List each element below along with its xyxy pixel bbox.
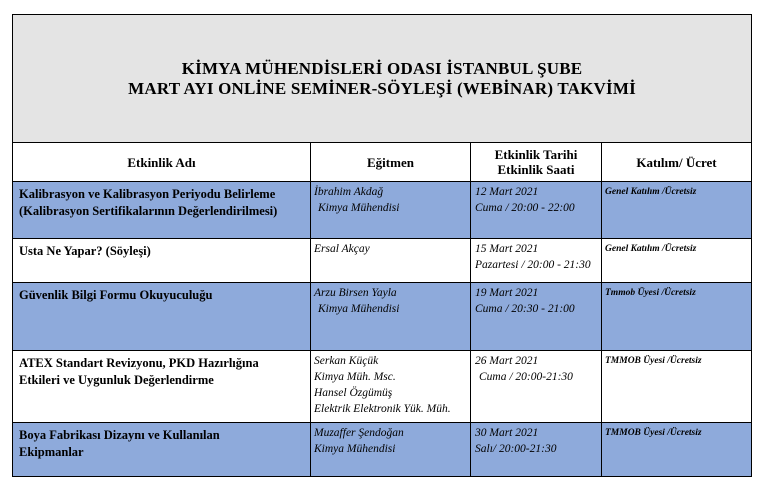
trainer-line: Muzaffer Şendoğan: [314, 427, 404, 439]
date-cell: [471, 239, 602, 283]
table-row: [13, 423, 752, 477]
event-name-line: Boya Fabrikası Dizaynı ve Kullanılan: [19, 428, 220, 442]
table-row: [13, 182, 752, 239]
header-fee: Katılım/ Ücret: [602, 143, 752, 182]
webinar-schedule-document: [12, 14, 751, 477]
header-trainer: Eğitmen: [311, 143, 471, 182]
trainer-line: Kimya Müh. Msc.: [314, 371, 396, 383]
date-cell: [471, 182, 602, 239]
event-name-line: ATEX Standart Revizyonu, PKD Hazırlığına: [19, 356, 259, 370]
date-line: 19 Mart 2021: [475, 287, 539, 299]
event-cell: [13, 423, 311, 477]
date-line: 26 Mart 2021: [475, 355, 539, 367]
trainer-line: Kimya Mühendisi: [318, 303, 400, 315]
event-name-line: Kalibrasyon ve Kalibrasyon Periyodu Belirleme: [19, 187, 276, 201]
event-name-line: Güvenlik Bilgi Formu Okuyuculuğu: [19, 288, 213, 302]
fee-cell: TMMOB Üyesi /Ücretsiz: [602, 351, 752, 423]
trainer-line: Serkan Küçük: [314, 355, 379, 367]
header-date: [471, 143, 602, 182]
fee-cell: Genel Katılım /Ücretsiz: [602, 239, 752, 283]
trainer-line: Elektrik Elektronik Yük. Müh.: [314, 403, 451, 415]
date-line: 12 Mart 2021: [475, 186, 539, 198]
table-row: [13, 239, 752, 283]
trainer-line: İbrahim Akdağ: [314, 186, 384, 198]
time-line: Cuma / 20:00 - 22:00: [475, 202, 575, 214]
header-date-line-1: Etkinlik Tarihi: [494, 147, 578, 162]
title-line-2: MART AYI ONLİNE SEMİNER-SÖYLEŞİ (WEBİNAR) TAKVİMİ: [128, 78, 636, 98]
event-cell: [13, 239, 311, 283]
trainer-cell: [311, 423, 471, 477]
trainer-cell: [311, 182, 471, 239]
event-cell: [13, 182, 311, 239]
trainer-line: Hansel Özgümüş: [314, 387, 393, 399]
trainer-line: Kimya Mühendisi: [318, 202, 400, 214]
fee-cell: TMMOB Üyesi /Ücretsiz: [602, 423, 752, 477]
time-line: Pazartesi / 20:00 - 21:30: [475, 259, 591, 271]
event-cell: [13, 351, 311, 423]
trainer-cell: [311, 239, 471, 283]
trainer-line: Arzu Birsen Yayla: [314, 287, 397, 299]
date-cell: [471, 283, 602, 351]
title-line-1: KİMYA MÜHENDİSLERİ ODASI İSTANBUL ŞUBE: [181, 58, 583, 78]
trainer-line: Kimya Mühendisi: [314, 443, 396, 455]
fee-cell: Genel Katılım /Ücretsiz: [602, 182, 752, 239]
header-row: [13, 143, 752, 182]
table-row: [13, 283, 752, 351]
trainer-cell: [311, 351, 471, 423]
title-banner: [13, 15, 752, 143]
fee-cell: Tmmob Üyesi /Ücretsiz: [602, 283, 752, 351]
header-event: Etkinlik Adı: [13, 143, 311, 182]
trainer-line: Ersal Akçay: [314, 243, 370, 255]
date-line: 15 Mart 2021: [475, 243, 539, 255]
header-date-line-2: Etkinlik Saati: [497, 162, 575, 177]
event-name-line: (Kalibrasyon Sertifikalarının Değerlendirilmesi): [19, 204, 278, 218]
table-row: [13, 351, 752, 423]
time-line: Cuma / 20:00-21:30: [479, 371, 573, 383]
event-name-line: Usta Ne Yapar? (Söyleşi): [19, 244, 151, 258]
date-cell: [471, 423, 602, 477]
date-cell: [471, 351, 602, 423]
time-line: Cuma / 20:30 - 21:00: [475, 303, 575, 315]
event-name-line: Etkileri ve Uygunluk Değerlendirme: [19, 373, 214, 387]
event-cell: [13, 283, 311, 351]
trainer-cell: [311, 283, 471, 351]
date-line: 30 Mart 2021: [475, 427, 539, 439]
time-line: Salı/ 20:00-21:30: [475, 443, 557, 455]
event-name-line: Ekipmanlar: [19, 445, 84, 459]
schedule-table: [12, 14, 752, 477]
